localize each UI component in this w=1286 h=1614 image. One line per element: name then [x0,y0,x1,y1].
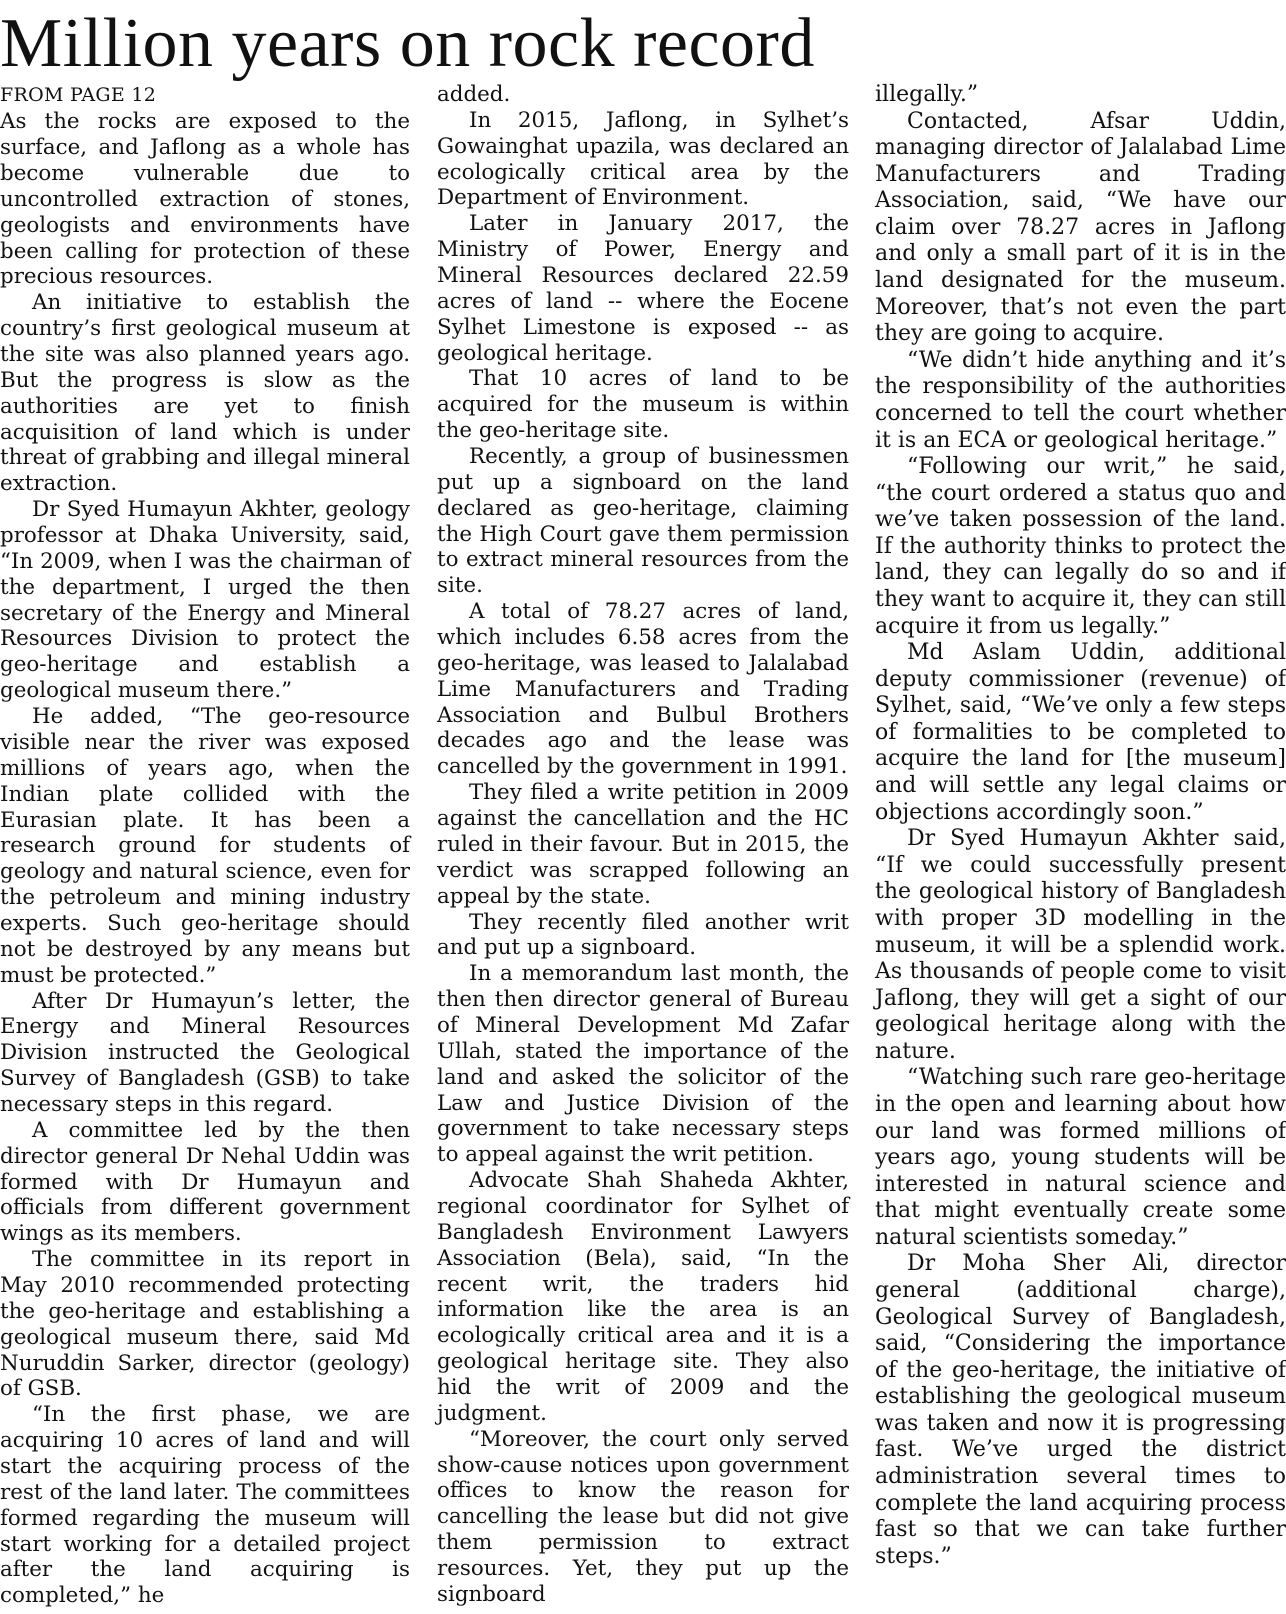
paragraph: A total of 78.27 acres of land, which includes 6.58 acres from the geo-heritage, was leased to Jalalabad Lime Manufacturers and Trading Association and Bulbul Brothers decades ago and the lease was cancelled by the government in 1991. [437,599,849,780]
kicker: FROM PAGE 12 [0,84,157,106]
paragraph: That 10 acres of land to be acquired for the museum is within the geo-heritage site. [437,366,849,444]
paragraph: Contacted, Afsar Uddin, managing director of Jalalabad Lime Manufacturers and Trading Association, said, “We have our claim over 78.27 acres in Jaflong and only a small part of it is in the land designated for the museum. Moreover, that’s not even the part they are going to acquire. [875,108,1286,347]
paragraph: illegally.” [875,82,979,107]
paragraph: In 2015, Jaflong, in Sylhet’s Gowainghat upazila, was declared an ecologically critical area by the Department of Environment. [437,107,849,211]
paragraph: added. [437,82,511,107]
column-2 [437,82,849,1608]
paragraph: Recently, a group of businessmen put up a signboard on the land declared as geo-heritage, claiming the High Court gave them permission to extract mineral resources from the site. [437,444,849,599]
paragraph: In a memorandum last month, the then then director general of Bureau of Mineral Development Md Zafar Ullah, stated the importance of the land and asked the solicitor of the Law and Justice Division of the government to take necessary steps to appeal against the writ petition. [437,961,849,1168]
paragraph: “Following our writ,” he said, “the court ordered a status quo and we’ve taken possession of the land. If the authority thinks to protect the land, they can legally do so and if they want to acquire it, they can still acquire it from us legally.” [875,454,1286,639]
paragraph: An initiative to establish the country’s first geological museum at the site was also planned years ago. But the progress is slow as the authorities are yet to finish acquisition of land which is under threat of grabbing and illegal mineral extraction. [0,290,410,497]
paragraph: Later in January 2017, the Ministry of Power, Energy and Mineral Resources declared 22.59 acres of land -- where the Eocene Sylhet Limestone is exposed -- as geological heritage. [437,211,849,366]
column-3 [875,82,1286,1570]
paragraph: The committee in its report in May 2010 recommended protecting the geo-heritage and establishing a geological museum there, said Md Nuruddin Sarker, director (geology) of GSB. [0,1247,410,1402]
paragraph: “Moreover, the court only served show-cause notices upon government offices to know the reason for cancelling the lease but did not give them permission to extract resources. Yet, they put up the signboard [437,1426,849,1607]
paragraph: He added, “The geo-resource visible near the river was exposed millions of years ago, when the Indian plate collided with the Eurasian plate. It has been a research ground for students of geology and natural science, even for the petroleum and mining industry experts. Such geo-heritage should not be destroyed by any means but must be protected.” [0,704,410,988]
paragraph: Dr Moha Sher Ali, director general (additional charge), Geological Survey of Bangladesh, said, “Considering the importance of the geo-heritage, the initiative of establishing the geological museum was taken and now it is progressing fast. We’ve urged the district administration several times to complete the land acquiring process fast so that we can take further steps.” [875,1251,1286,1569]
paragraph: Dr Syed Humayun Akhter, geology professor at Dhaka University, said, “In 2009, when I was the chairman of the department, I urged the then secretary of the Energy and Mineral Resources Division to protect the geo-heritage and establish a geological museum there.” [0,497,410,704]
paragraph: “Watching such rare geo-heritage in the open and learning about how our land was formed millions of years ago, young students will be interested in natural science and that might eventually create some natural scientists someday.” [875,1065,1286,1250]
paragraph: Dr Syed Humayun Akhter said, “If we could successfully present the geological history of Bangladesh with proper 3D modelling in the museum, it will be a splendid work. As thousands of people come to visit Jaflong, they will get a sight of our geological heritage along with the nature. [875,826,1286,1064]
paragraph: They filed a write petition in 2009 against the cancellation and the HC ruled in their favour. But in 2015, the verdict was scrapped following an appeal by the state. [437,780,849,909]
paragraph: A committee led by the then director general Dr Nehal Uddin was formed with Dr Humayun and officials from different government wings as its members. [0,1117,410,1247]
headline: Million years on rock record [0,5,815,82]
paragraph: After Dr Humayun’s letter, the Energy and Mineral Resources Division instructed the Geological Survey of Bangladesh (GSB) to take necessary steps in this regard. [0,988,410,1117]
paragraph: Advocate Shah Shaheda Akhter, regional coordinator for Sylhet of Bangladesh Environment Lawyers Association (Bela), said, “In the recent writ, the traders hid information like the area is an ecologically critical area and it is a geological heritage site. They also hid the writ of 2009 and the judgment. [437,1168,849,1426]
paragraph: As the rocks are exposed to the surface, and Jaflong as a whole has become vulnerable due to uncontrolled extraction of stones, geologists and environments have been calling for protection of these precious resources. [0,109,410,290]
column-1 [0,82,410,1609]
paragraph: They recently filed another writ and put up a signboard. [437,909,849,961]
paragraph: Md Aslam Uddin, additional deputy commissioner (revenue) of Sylhet, said, “We’ve only a few steps of formalities to be completed to acquire the land for [the museum] and will settle any legal claims or objections accordingly soon.” [875,640,1286,825]
paragraph: “In the first phase, we are acquiring 10 acres of land and will start the acquiring process of the rest of the land later. The committees formed regarding the museum will start working for a detailed project after the land acquiring is completed,” he [0,1402,410,1609]
paragraph: “We didn’t hide anything and it’s the responsibility of the authorities concerned to tell the court whether it is an ECA or geological heritage.” [875,347,1286,453]
